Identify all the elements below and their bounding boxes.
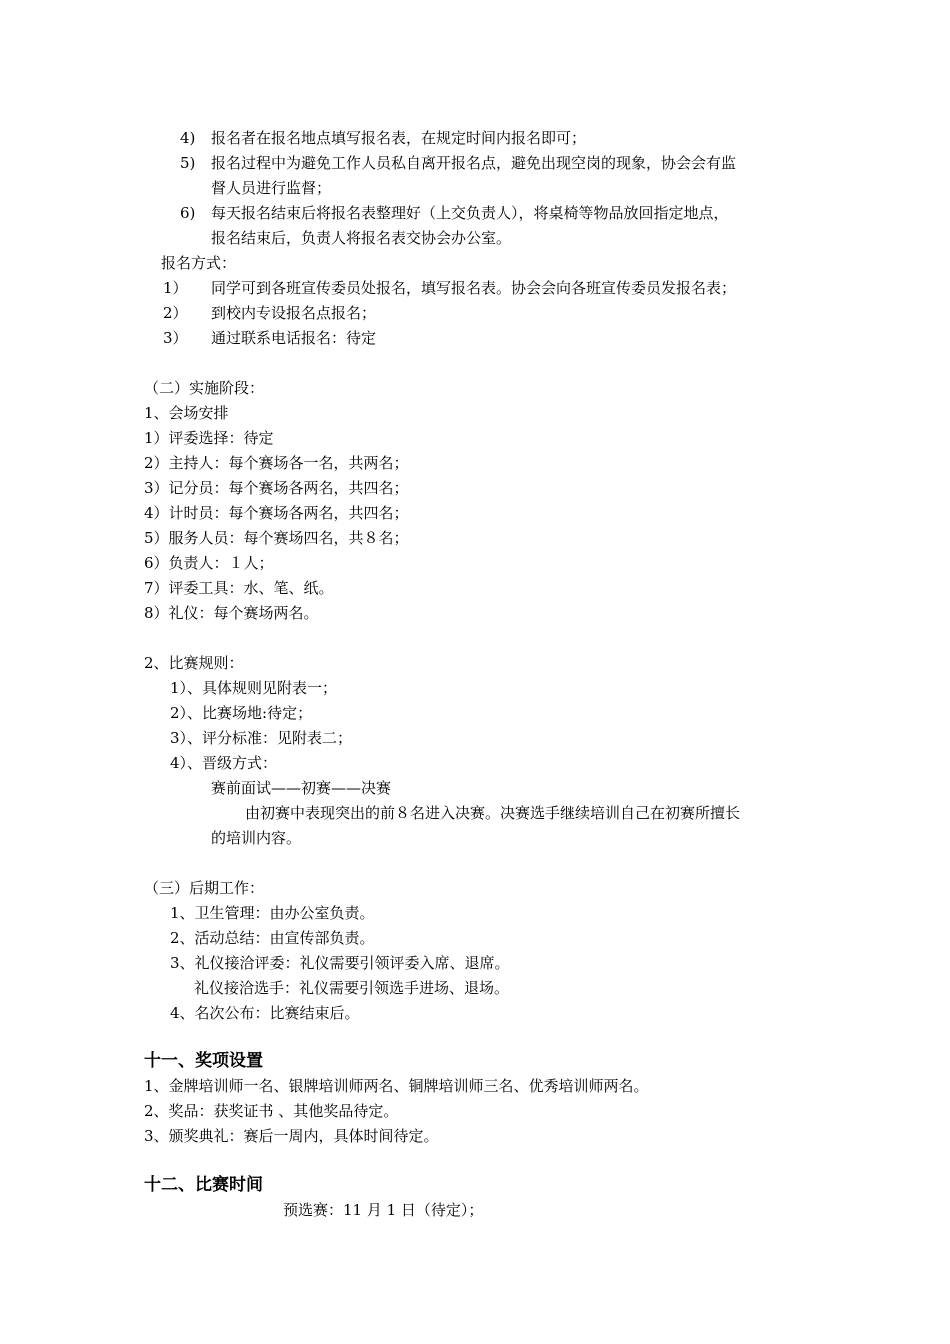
post-item: 2、活动总结：由宣传部负责。 — [170, 929, 375, 947]
method-text: 通过联系电话报名：待定 — [211, 329, 377, 347]
post-item-continued: 礼仪接洽选手：礼仪需要引领选手进场、退场。 — [194, 979, 510, 997]
award-item: 3、颁奖典礼：赛后一周内，具体时间待定。 — [144, 1127, 439, 1145]
venue-item: 2）主持人：每个赛场各一名，共两名； — [144, 454, 409, 472]
method-title: 报名方式： — [161, 254, 237, 272]
awards-heading: 十一、奖项设置 — [144, 1051, 263, 1071]
rules-item: 1）、具体规则见附表一； — [170, 679, 338, 697]
rules-item: 4）、晋级方式： — [170, 754, 278, 772]
rules-item: 2）、比赛场地:待定； — [170, 704, 313, 722]
post-title: （三）后期工作： — [144, 879, 265, 897]
venue-item: 5）服务人员：每个赛场四名，共８名； — [144, 529, 409, 547]
promotion-desc: 由初赛中表现突出的前８名进入决赛。决赛选手继续培训自己在初赛所擅长 — [245, 804, 741, 822]
rules-item: 3）、评分标准：见附表二； — [170, 729, 353, 747]
promotion-flow: 赛前面试——初赛——决赛 — [211, 779, 392, 797]
method-text: 同学可到各班宣传委员处报名，填写报名表。协会会向各班宣传委员发报名表； — [211, 279, 737, 297]
venue-item: 1）评委选择：待定 — [144, 429, 274, 447]
award-item: 1、金牌培训师一名、银牌培训师两名、铜牌培训师三名、优秀培训师两名。 — [144, 1077, 649, 1095]
venue-title: 1、会场安排 — [144, 404, 229, 422]
list-item-text: 每天报名结束后将报名表整理好（上交负责人），将桌椅等物品放回指定地点， — [211, 204, 729, 222]
venue-item: 7）评委工具：水、笔、纸。 — [144, 579, 334, 597]
post-item: 4、名次公布：比赛结束后。 — [170, 1004, 360, 1022]
list-item-text-continued: 督人员进行监督； — [211, 179, 332, 197]
rules-title: 2、比赛规则： — [144, 654, 244, 672]
list-item-text: 报名者在报名地点填写报名表，在规定时间内报名即可； — [211, 129, 587, 147]
list-item-text-continued: 报名结束后，负责人将报名表交协会办公室。 — [211, 229, 512, 247]
list-item-text: 报名过程中为避免工作人员私自离开报名点，避免出现空岗的现象，协会会有监 — [211, 154, 737, 172]
venue-item: 8）礼仪：每个赛场两名。 — [144, 604, 319, 622]
method-text: 到校内专设报名点报名； — [211, 304, 377, 322]
post-item: 1、卫生管理：由办公室负责。 — [170, 904, 375, 922]
schedule-heading: 十二、比赛时间 — [144, 1175, 263, 1195]
list-number: 4) — [180, 129, 196, 147]
method-number: 1） — [163, 279, 188, 297]
venue-item: 6）负责人：１人； — [144, 554, 274, 572]
award-item: 2、奖品：获奖证书 、其他奖品待定。 — [144, 1102, 399, 1120]
method-number: 3） — [163, 329, 188, 347]
list-number: 6) — [180, 204, 196, 222]
list-number: 5) — [180, 154, 196, 172]
method-number: 2） — [163, 304, 188, 322]
prelim-date: 预选赛：11 月 1 日（待定）； — [283, 1201, 484, 1219]
venue-item: 4）计时员：每个赛场各两名，共四名； — [144, 504, 409, 522]
post-item: 3、礼仪接洽评委：礼仪需要引领评委入席、退席。 — [170, 954, 510, 972]
venue-item: 3）记分员：每个赛场各两名，共四名； — [144, 479, 409, 497]
promotion-desc-continued: 的培训内容。 — [211, 829, 302, 847]
implementation-title: （二）实施阶段： — [144, 379, 265, 397]
